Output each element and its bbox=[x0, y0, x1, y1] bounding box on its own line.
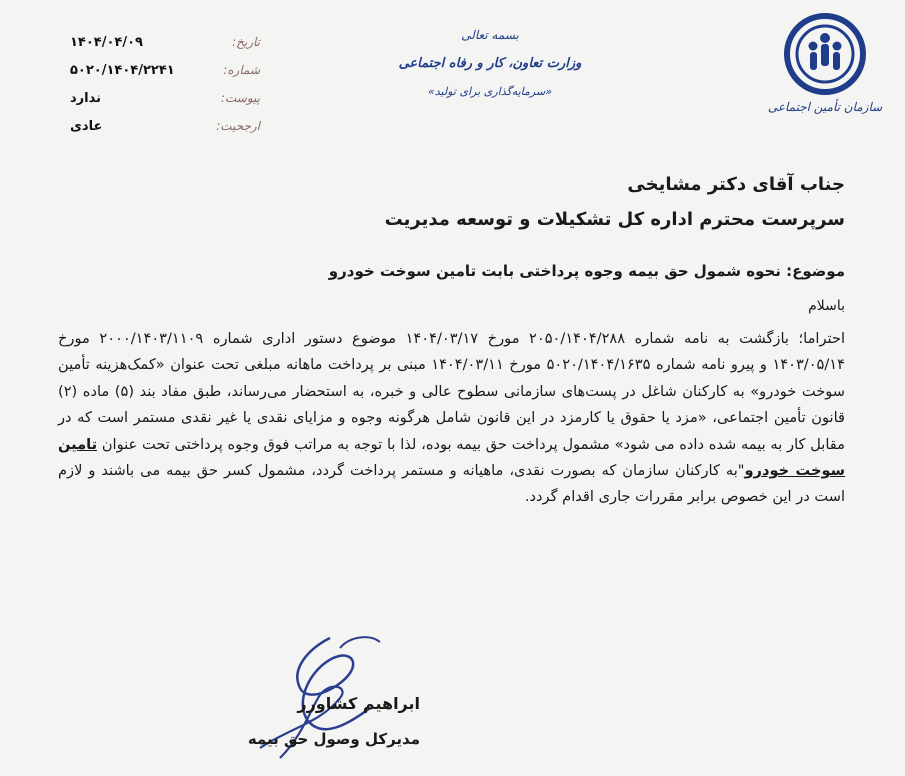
org-logo-block bbox=[765, 12, 885, 114]
signatory-title: مدیرکل وصول حق بیمه bbox=[247, 730, 420, 748]
body-highlight: تامین سوخت خودرو bbox=[58, 435, 845, 480]
addressee-name: جناب آقای دکتر مشایخی bbox=[627, 174, 845, 195]
letter-subject: موضوع: نحوه شمول حق بیمه وجوه پرداختی بابت تامین سوخت خودرو bbox=[328, 262, 845, 280]
priority-value: عادی bbox=[70, 118, 103, 134]
org-name: سازمان تأمین اجتماعی bbox=[767, 100, 883, 114]
meta-priority bbox=[70, 112, 260, 140]
ministry-name: وزارت تعاون، کار و رفاه اجتماعی bbox=[398, 56, 582, 71]
signature-block bbox=[200, 628, 460, 768]
body-part-1: احتراما؛ بازگشت به نامه شماره ۲۰۵۰/۱۴۰۴/۲۸۸ مورخ ۱۴۰۴/۰۳/۱۷ موضوع دستور اداری شماره ۲۰۰۰/۱۴۰۳/۱۱۰۹ مورخ ۱۴۰۳/۰۵/۱۴ و پیرو نامه شماره ۵۰۲۰/۱۴۰۴/۱۶۳۵ مورخ ۱۴۰۴/۰۳/۱۱ مبنی بر پرداخت ماهانه مبلغی تحت عنوان «کمک‌هزینه تأمین سوخت خودرو» به کارکنان شاغل در پست‌های سازمانی سطوح عالی و خبره، به استحضار می‌رساند، طبق مفاد بند (۵) ماده (۲) قانون تأمین اجتماعی، «مزد یا حقوق یا کارمزد در این قانون شامل هرگونه وجوه و مزایای نقدی یا غیر نقدی مستمر است که در مقابل کار به بیمه شده داده می شود» مشمول پرداخت حق بیمه بوده، لذا با توجه به مراتب فوق وجوه پرداختی تحت عنوان bbox=[58, 330, 846, 453]
year-slogan: «سرمایه‌گذاری برای تولید» bbox=[427, 85, 553, 98]
attachment-label: پیوست: bbox=[220, 91, 260, 105]
addressee-title: سرپرست محترم اداره کل تشکیلات و توسعه مدیریت bbox=[384, 209, 845, 230]
basmala: بسمه تعالی bbox=[461, 28, 519, 42]
addressee bbox=[385, 174, 845, 230]
social-security-logo-icon bbox=[783, 12, 867, 96]
meta-number bbox=[70, 56, 260, 84]
number-label: شماره: bbox=[223, 63, 260, 77]
ministry-header bbox=[390, 28, 590, 98]
number-value: ۵۰۲۰/۱۴۰۴/۲۲۴۱ bbox=[70, 62, 175, 78]
body-part-2: "به کارکنان سازمان که بصورت نقدی، ماهیانه و مستمر پرداخت گردد، مشمول کسر حق بیمه می باشند و لازم است در این خصوص برابر مقررات جاری اقدام گردد. bbox=[58, 462, 845, 506]
date-label: تاریخ: bbox=[232, 35, 260, 49]
letter-greeting: باسلام bbox=[808, 298, 845, 314]
attachment-value: ندارد bbox=[70, 90, 102, 106]
meta-date bbox=[70, 28, 260, 56]
letter-body bbox=[58, 326, 845, 511]
signatory-name: ابراهیم کشاورز bbox=[297, 694, 420, 713]
priority-label: ارجحیت: bbox=[216, 119, 260, 133]
meta-attachment bbox=[70, 84, 260, 112]
date-value: ۱۴۰۴/۰۴/۰۹ bbox=[70, 34, 143, 50]
letter-meta bbox=[70, 28, 260, 140]
